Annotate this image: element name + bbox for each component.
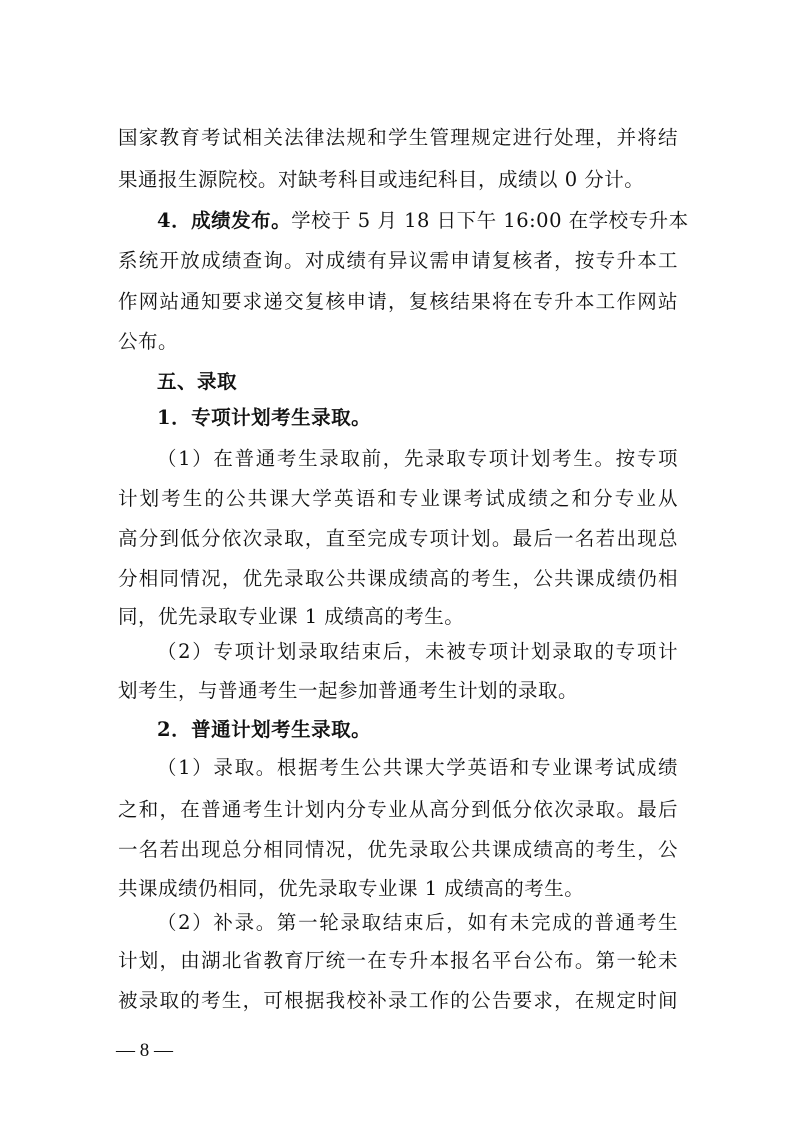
paragraph-line: 划考生，与普通考生一起参加普通考生计划的录取。 <box>118 679 579 702</box>
item-text: 学校于 5 月 18 日下午 16:00 在学校专升本 <box>291 209 689 232</box>
paragraph-line: 被录取的考生，可根据我校补录工作的公告要求，在规定时间 <box>118 989 678 1012</box>
item-heading: 4．成绩发布。 <box>157 209 292 232</box>
paragraph-line: 一名若出现总分相同情况，优先录取公共课成绩高的考生，公 <box>118 838 678 861</box>
paragraph-line: 高分到低分依次录取，直至完成专项计划。最后一名若出现总 <box>118 527 678 550</box>
paragraph-line: 计划考生的公共课大学英语和专业课考试成绩之和分专业从 <box>118 487 678 510</box>
section-heading: 五、录取 <box>157 370 238 393</box>
subsection-heading: 2．普通计划考生录取。 <box>157 718 372 741</box>
page-number: — 8 — <box>116 1040 173 1061</box>
paragraph-line: 国家教育考试相关法律法规和学生管理规定进行处理，并将结 <box>118 126 678 149</box>
paragraph-line: （2）补录。第一轮录取结束后，如有未完成的普通考生 <box>157 911 678 934</box>
paragraph-line: 系统开放成绩查询。对成绩有异议需申请复核者，按专升本工 <box>118 249 678 272</box>
paragraph-line: 之和，在普通考生计划内分专业从高分到低分依次录取。最后 <box>118 798 678 821</box>
paragraph-line: （1）在普通考生录取前，先录取专项计划考生。按专项 <box>157 447 678 470</box>
paragraph-line: 同，优先录取专业课 1 成绩高的考生。 <box>118 605 465 628</box>
paragraph-line <box>157 205 689 237</box>
paragraph-line: 分相同情况，优先录取公共课成绩高的考生，公共课成绩仍相 <box>118 567 678 590</box>
paragraph-line: 计划，由湖北省教育厅统一在专升本报名平台公布。第一轮未 <box>118 949 678 972</box>
paragraph-line: （2）专项计划录取结束后，未被专项计划录取的专项计 <box>157 640 678 663</box>
paragraph-line: 公布。 <box>118 330 179 353</box>
subsection-heading: 1．专项计划考生录取。 <box>157 406 372 429</box>
paragraph-line: 果通报生源院校。对缺考科目或违纪科目，成绩以 0 分计。 <box>118 168 645 191</box>
paragraph-line: 共课成绩仍相同，优先录取专业课 1 成绩高的考生。 <box>118 877 585 900</box>
paragraph-line: （1）录取。根据考生公共课大学英语和专业课考试成绩 <box>157 756 678 779</box>
paragraph-line: 作网站通知要求递交复核申请，复核结果将在专升本工作网站 <box>118 290 678 313</box>
